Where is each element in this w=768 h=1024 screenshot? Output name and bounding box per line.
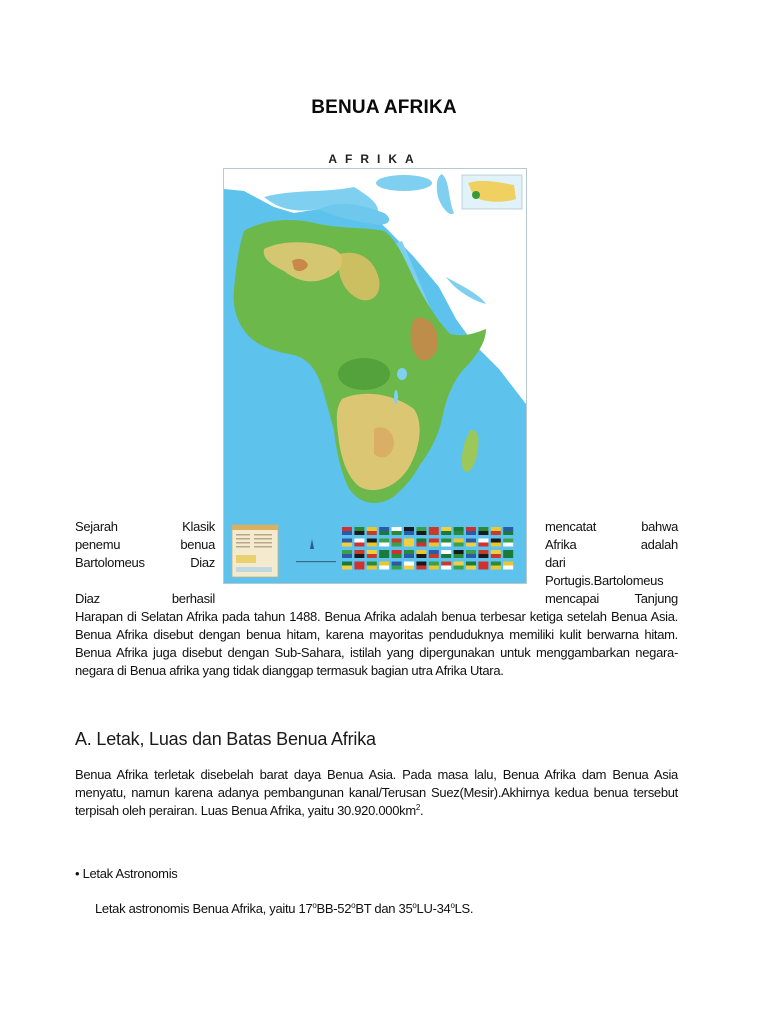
astro-prefix: Letak astronomis Benua Afrika, yaitu 17 bbox=[95, 901, 313, 916]
word: Tanjung bbox=[634, 591, 678, 606]
left-line bbox=[75, 590, 215, 608]
section-heading: A. Letak, Luas dan Batas Benua Afrika bbox=[75, 729, 376, 749]
area-superscript: 2 bbox=[415, 803, 421, 812]
degree-sign: o bbox=[351, 901, 356, 910]
right-line bbox=[545, 536, 678, 554]
letak-end: . bbox=[420, 803, 424, 818]
astro-p1: BB-52 bbox=[316, 901, 352, 916]
degree-sign: o bbox=[312, 901, 317, 910]
right-line bbox=[545, 590, 678, 608]
intro-right-column bbox=[545, 518, 678, 608]
word: Afrika bbox=[545, 537, 577, 552]
page-title: BENUA AFRIKA bbox=[311, 97, 457, 118]
word: mencatat bbox=[545, 519, 597, 534]
word: benua bbox=[180, 537, 215, 552]
letak-text: Benua Afrika terletak disebelah barat daya Benua Asia. Pada masa lalu, Benua Afrika dam Benua Asia menyatu, namun karena adanya pembangunan kanal/Terusan Suez(Mesir).Akhirnya kedua benua tersebut terpisah oleh perairan. Luas Benua Afrika, yaitu 30.920.000km bbox=[75, 767, 678, 818]
astronomis-text bbox=[95, 901, 473, 916]
word: Diaz bbox=[190, 555, 215, 570]
word: Klasik bbox=[182, 519, 215, 534]
word: Diaz bbox=[75, 591, 100, 606]
intro-left-column bbox=[75, 518, 215, 608]
word: Sejarah bbox=[75, 519, 118, 534]
word: penemu bbox=[75, 537, 121, 552]
word: adalah bbox=[640, 537, 678, 552]
map-title: AFRIKA bbox=[328, 152, 422, 166]
left-line bbox=[75, 518, 215, 536]
right-line bbox=[545, 572, 678, 590]
left-line bbox=[75, 572, 215, 590]
africa-map-image bbox=[223, 168, 527, 584]
astro-p2: BT dan 35 bbox=[355, 901, 413, 916]
bullet-letak-astronomis: • Letak Astronomis bbox=[75, 866, 178, 881]
left-line bbox=[75, 536, 215, 554]
left-line bbox=[75, 554, 215, 572]
word: Portugis.Bartolomeus bbox=[545, 573, 664, 588]
word: Bartolomeus bbox=[75, 555, 145, 570]
word: dari bbox=[545, 555, 566, 570]
astro-p3: LU-34 bbox=[416, 901, 451, 916]
intro-paragraph: Harapan di Selatan Afrika pada tahun 1488. Benua Afrika adalah benua terbesar ketiga setelah Benua Asia. Benua Afrika disebut dengan benua hitam, karena mayoritas penduduknya memiliki kulit berwarna hitam. Benua Afrika juga disebut dengan Sub-Sahara, istilah yang dipergunakan untuk menggambarkan negara-negara di Benua afrika yang tidak dianggap termasuk bagian utra Afrika Utara. bbox=[75, 609, 678, 678]
right-line bbox=[545, 554, 678, 572]
right-line bbox=[545, 518, 678, 536]
word: bahwa bbox=[641, 519, 678, 534]
degree-sign: o bbox=[450, 901, 455, 910]
astro-p4: LS. bbox=[454, 901, 474, 916]
word: mencapai bbox=[545, 591, 599, 606]
word: berhasil bbox=[171, 591, 215, 606]
degree-sign: o bbox=[412, 901, 417, 910]
letak-paragraph bbox=[75, 766, 678, 820]
africa-map-figure bbox=[223, 152, 527, 584]
